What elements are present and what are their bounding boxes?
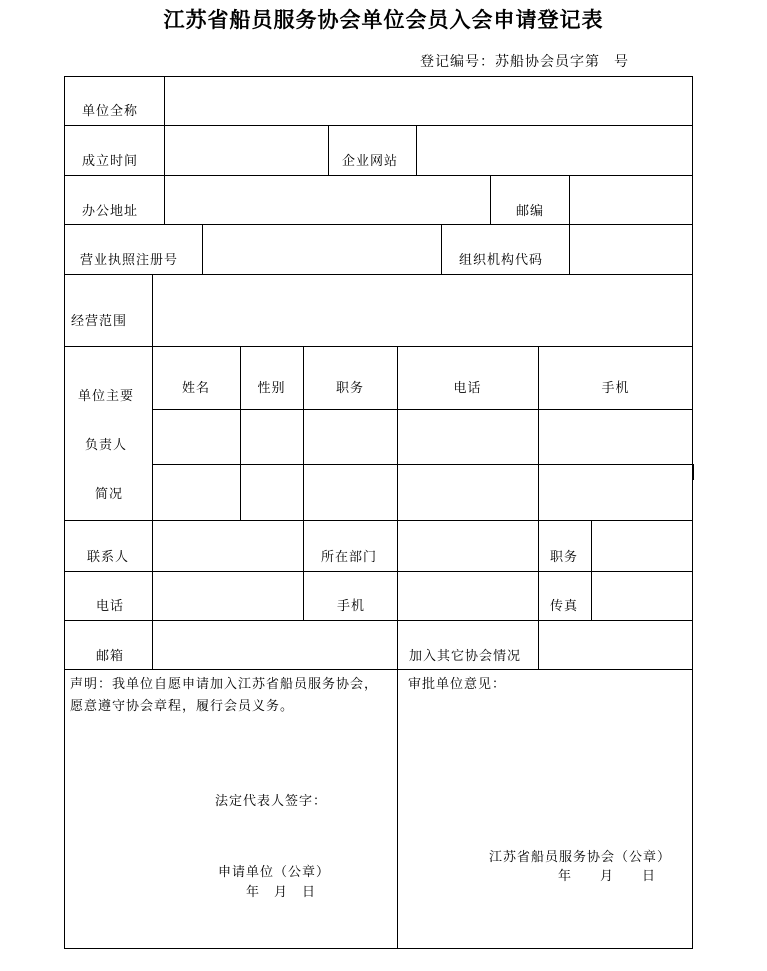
col-divider — [164, 76, 165, 175]
col-divider — [152, 274, 153, 670]
col-divider — [164, 175, 165, 224]
form-table — [64, 76, 693, 949]
signature-label: 法定代表人签字： — [215, 794, 328, 809]
approval-date: 年 月 日 — [558, 869, 657, 884]
row-divider — [152, 464, 693, 465]
col-divider — [397, 346, 398, 520]
col-divider — [538, 520, 539, 620]
label-website: 企业网站 — [342, 154, 399, 169]
registration-label: 登记编号：苏船协会员字第 — [420, 54, 600, 70]
row-divider — [152, 409, 693, 410]
registration-suffix: 号 — [614, 54, 629, 70]
row-divider — [64, 125, 693, 126]
row-divider — [64, 175, 693, 176]
header-name: 姓名 — [181, 381, 210, 396]
col-divider — [240, 346, 241, 520]
applicant-date: 年 月 日 — [246, 885, 317, 900]
row-divider — [64, 669, 693, 670]
label-contact-person: 联系人 — [87, 550, 130, 565]
col-divider — [569, 175, 570, 224]
row-divider — [64, 520, 693, 521]
row-divider — [64, 571, 693, 572]
label-email: 邮箱 — [96, 649, 125, 664]
row-divider — [64, 346, 693, 347]
col-divider — [591, 520, 592, 620]
header-phone: 电话 — [453, 381, 482, 396]
label-org-code: 组织机构代码 — [459, 253, 544, 268]
form-title: 江苏省船员服务协会单位会员入会申请登记表 — [163, 7, 604, 32]
col-divider — [538, 346, 539, 520]
label-leaders-3: 简况 — [95, 487, 124, 502]
col-divider — [303, 520, 304, 620]
row-divider — [64, 274, 693, 275]
edge-mark — [692, 464, 694, 480]
label-postcode: 邮编 — [516, 204, 545, 219]
header-position: 职务 — [335, 381, 364, 396]
header-gender: 性别 — [257, 381, 286, 396]
label-leaders-2: 负责人 — [85, 438, 128, 453]
label-contact-mobile: 手机 — [337, 599, 366, 614]
registration-number — [420, 51, 629, 71]
applicant-seal-label: 申请单位（公章） — [218, 865, 331, 880]
col-divider — [441, 224, 442, 274]
label-address: 办公地址 — [82, 204, 139, 219]
label-license-no: 营业执照注册号 — [80, 253, 179, 268]
col-divider — [569, 224, 570, 274]
col-divider — [490, 175, 491, 224]
row-divider — [64, 224, 693, 225]
label-department: 所在部门 — [321, 550, 378, 565]
approval-label: 审批单位意见： — [408, 677, 507, 692]
col-divider — [397, 520, 398, 620]
label-contact-phone: 电话 — [96, 599, 125, 614]
label-contact-position: 职务 — [550, 550, 579, 565]
label-unit-name: 单位全称 — [82, 104, 139, 119]
col-divider — [328, 125, 329, 175]
label-leaders-1: 单位主要 — [78, 389, 135, 404]
label-business-scope: 经营范围 — [71, 314, 128, 329]
col-divider — [416, 125, 417, 175]
declaration-line-1: 声明：我单位自愿申请加入江苏省船员服务协会， — [70, 677, 379, 692]
col-divider — [397, 620, 398, 949]
approval-seal-label: 江苏省船员服务协会（公章） — [489, 850, 672, 865]
col-divider — [202, 224, 203, 274]
col-divider — [538, 620, 539, 669]
row-divider — [64, 620, 693, 621]
label-other-associations: 加入其它协会情况 — [409, 649, 522, 664]
col-divider — [303, 346, 304, 520]
label-founded: 成立时间 — [82, 154, 139, 169]
header-mobile: 手机 — [601, 381, 630, 396]
declaration-line-2: 愿意遵守协会章程，履行会员义务。 — [70, 699, 295, 714]
label-fax: 传真 — [550, 599, 579, 614]
